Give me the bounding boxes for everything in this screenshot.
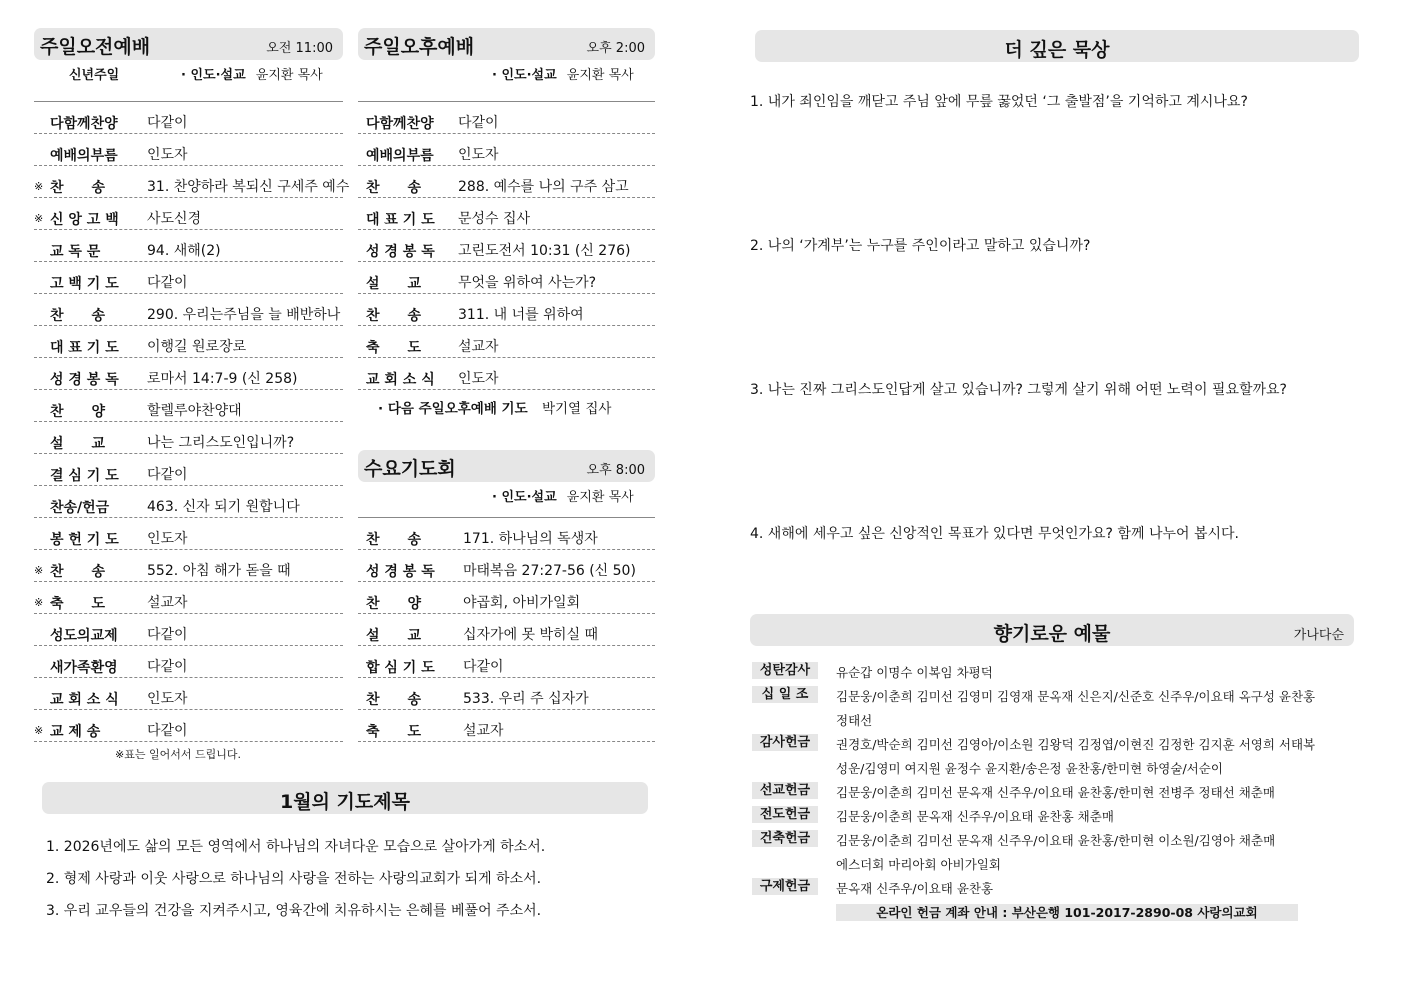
offering-order: 가나다순 xyxy=(1293,628,1344,643)
order-label: 예배의부름 xyxy=(50,148,118,164)
afternoon-time: 오후 2:00 xyxy=(586,41,645,56)
order-value: 이행길 원로장로 xyxy=(147,339,247,355)
morning-leader-name: 윤지환 목사 xyxy=(255,68,323,83)
meditation-question: 2. 나의 ‘가계부’는 누구를 주인이라고 말하고 있습니까? xyxy=(750,238,1091,254)
order-value: 인도자 xyxy=(458,371,499,387)
offering-group xyxy=(752,733,1372,781)
order-row xyxy=(358,710,655,742)
meditation-questions xyxy=(750,0,1370,560)
wednesday-leader xyxy=(492,486,634,505)
standing-mark: ※ xyxy=(34,212,44,225)
order-label: 다함께찬양 xyxy=(50,116,118,132)
order-label: 찬 송 xyxy=(366,532,422,548)
afternoon-leader xyxy=(492,64,634,83)
offering-group xyxy=(752,829,1372,877)
order-label: 축 도 xyxy=(366,724,422,740)
wednesday-order-table xyxy=(358,517,655,742)
order-row xyxy=(358,614,655,646)
order-label: 교 회 소 식 xyxy=(366,372,435,388)
morning-leader xyxy=(181,64,323,83)
meditation-question: 4. 새해에 세우고 싶은 신앙적인 목표가 있다면 무엇인가요? 함께 나누어 봅시다. xyxy=(750,526,1239,542)
order-label: 교 제 송 xyxy=(50,724,101,740)
afternoon-leader-name: 윤지환 목사 xyxy=(566,68,634,83)
order-value: 설교자 xyxy=(458,339,499,355)
order-label: 찬 송 xyxy=(366,308,422,324)
order-row xyxy=(358,582,655,614)
offering-names: 권경호/박순희 김미선 김영아/이소원 김왕덕 김정엽/이현진 김정한 김지훈 서영희 서태복 xyxy=(836,737,1316,752)
order-row xyxy=(358,102,655,134)
order-row xyxy=(358,518,655,550)
order-row xyxy=(34,518,343,550)
order-label: 합 심 기 도 xyxy=(366,660,435,676)
offering-title: 향기로운 예물 xyxy=(993,623,1111,645)
order-value: 552. 아침 해가 돋을 때 xyxy=(147,563,291,579)
order-label: 설 교 xyxy=(50,436,106,452)
prayer-item: 1. 2026년에도 삶의 모든 영역에서 하나님의 자녀다운 모습으로 살아가게 하소서. xyxy=(46,839,546,855)
morning-leader-label: · 인도·설교 xyxy=(181,68,246,83)
order-value: 533. 우리 주 십자가 xyxy=(463,691,589,707)
order-row xyxy=(358,646,655,678)
order-row xyxy=(34,198,343,230)
order-label: 성도의교제 xyxy=(50,628,118,644)
order-value: 할렐루야찬양대 xyxy=(147,403,242,419)
offering-label: 선교헌금 xyxy=(752,782,818,799)
order-row xyxy=(358,198,655,230)
offering-list xyxy=(752,661,1372,901)
order-row xyxy=(358,134,655,166)
order-row xyxy=(34,582,343,614)
order-row xyxy=(34,294,343,326)
offering-header xyxy=(750,614,1354,646)
order-label: 찬 송 xyxy=(50,564,106,580)
order-value: 인도자 xyxy=(458,147,499,163)
order-label: 찬 양 xyxy=(50,404,106,420)
order-value: 인도자 xyxy=(147,531,188,547)
offering-names: 정태선 xyxy=(836,713,873,728)
offering-names: 성운/김영미 여지원 윤정수 윤지환/송은정 윤찬홍/한미현 하영술/서순이 xyxy=(836,761,1223,776)
next-prayer xyxy=(378,397,611,417)
offering-label: 십 일 조 xyxy=(752,686,818,703)
order-label: 다함께찬양 xyxy=(366,116,434,132)
order-label: 교 회 소 식 xyxy=(50,692,119,708)
prayer-item: 2. 형제 사랑과 이웃 사랑으로 하나님의 사랑을 전하는 사랑의교회가 되게 하소서. xyxy=(46,871,542,887)
offering-names: 김문웅/이춘희 김미선 문옥재 신주우/이요태 윤찬홍/한미현 이소원/김영아 채춘매 xyxy=(836,833,1276,848)
offering-label: 건축헌금 xyxy=(752,830,818,847)
order-label: 축 도 xyxy=(50,596,106,612)
order-value: 고린도전서 10:31 (신 276) xyxy=(458,243,631,259)
afternoon-leader-label: · 인도·설교 xyxy=(492,68,557,83)
order-label: 찬 송 xyxy=(50,308,106,324)
order-label: 찬 송 xyxy=(366,692,422,708)
order-label: 교 독 문 xyxy=(50,244,101,260)
order-label: 찬 양 xyxy=(366,596,422,612)
order-row xyxy=(358,230,655,262)
wednesday-leader-name: 윤지환 목사 xyxy=(566,490,634,505)
order-row xyxy=(34,358,343,390)
wednesday-title: 수요기도회 xyxy=(364,458,456,480)
order-row xyxy=(358,678,655,710)
order-value: 171. 하나님의 독생자 xyxy=(463,531,598,547)
afternoon-order-table xyxy=(358,101,655,390)
wednesday-header xyxy=(358,450,655,482)
order-label: 성 경 봉 독 xyxy=(366,244,435,260)
offering-label: 구제헌금 xyxy=(752,878,818,895)
order-label: 찬 송 xyxy=(50,180,106,196)
order-value: 야곱회, 아비가일회 xyxy=(463,595,581,611)
offering-group xyxy=(752,685,1372,733)
order-value: 94. 새해(2) xyxy=(147,243,221,259)
morning-header xyxy=(34,28,343,60)
order-row xyxy=(34,486,343,518)
morning-time: 오전 11:00 xyxy=(266,41,333,56)
order-value: 311. 내 너를 위하여 xyxy=(458,307,584,323)
order-value: 다같이 xyxy=(147,659,188,675)
order-row xyxy=(34,134,343,166)
order-row xyxy=(358,358,655,390)
meditation-question: 1. 내가 죄인임을 깨닫고 주님 앞에 무릎 꿇었던 ‘그 출발점’을 기억하고 계시나요? xyxy=(750,94,1248,110)
order-value: 무엇을 위하여 사는가? xyxy=(458,275,597,291)
standing-mark: ※ xyxy=(34,564,44,577)
order-label: 결 심 기 도 xyxy=(50,468,119,484)
order-row xyxy=(358,550,655,582)
order-value: 다같이 xyxy=(147,467,188,483)
order-value: 다같이 xyxy=(147,723,188,739)
order-value: 다같이 xyxy=(147,275,188,291)
order-value: 문성수 집사 xyxy=(458,211,531,227)
prayer-item: 3. 우리 교우들의 건강을 지켜주시고, 영육간에 치유하시는 은혜를 베풀어 주소서. xyxy=(46,903,542,919)
order-value: 나는 그리스도인입니까? xyxy=(147,435,295,451)
morning-occasion: 신년주일 xyxy=(69,68,120,83)
standing-mark: ※ xyxy=(34,180,44,193)
offering-group xyxy=(752,661,1372,685)
offering-group xyxy=(752,805,1372,829)
order-value: 인도자 xyxy=(147,691,188,707)
order-value: 288. 예수를 나의 구주 삼고 xyxy=(458,179,629,195)
standing-mark: ※ xyxy=(34,596,44,609)
order-value: 다같이 xyxy=(147,115,188,131)
order-row xyxy=(34,326,343,358)
order-value: 로마서 14:7-9 (신 258) xyxy=(147,371,298,387)
wednesday-time: 오후 8:00 xyxy=(586,463,645,478)
meditation-question: 3. 나는 진짜 그리스도인답게 살고 있습니까? 그렇게 살기 위해 어떤 노력이 필요할까요? xyxy=(750,382,1287,398)
order-row xyxy=(34,422,343,454)
order-label: 성 경 봉 독 xyxy=(50,372,119,388)
order-label: 축 도 xyxy=(366,340,422,356)
offering-names: 문옥재 신주우/이요태 윤찬홍 xyxy=(836,881,994,896)
offering-label: 전도헌금 xyxy=(752,806,818,823)
morning-order-table xyxy=(34,101,350,742)
standing-mark: ※ xyxy=(34,724,44,737)
afternoon-header xyxy=(358,28,655,60)
morning-title: 주일오전예배 xyxy=(40,36,151,58)
order-label: 성 경 봉 독 xyxy=(366,564,435,580)
order-row xyxy=(34,550,343,582)
order-row xyxy=(34,678,343,710)
offering-group xyxy=(752,781,1372,805)
order-value: 다같이 xyxy=(147,627,188,643)
order-label: 새가족환영 xyxy=(50,660,118,676)
order-row xyxy=(34,262,343,294)
order-value: 인도자 xyxy=(147,147,188,163)
offering-names: 김문웅/이춘희 김미선 문옥재 신주우/이요태 윤찬홍/한미현 전병주 정태선 채춘매 xyxy=(836,785,1275,800)
order-label: 대 표 기 도 xyxy=(50,340,119,356)
order-row xyxy=(34,710,343,742)
prayer-header xyxy=(42,782,648,814)
order-row xyxy=(34,614,343,646)
order-value: 설교자 xyxy=(463,723,504,739)
order-row xyxy=(34,390,343,422)
order-label: 찬송/헌금 xyxy=(50,500,110,516)
order-row xyxy=(358,294,655,326)
order-row xyxy=(34,166,350,198)
order-row xyxy=(34,102,343,134)
wednesday-leader-label: · 인도·설교 xyxy=(492,490,557,505)
order-row xyxy=(34,230,343,262)
order-value: 사도신경 xyxy=(147,211,202,227)
order-label: 봉 헌 기 도 xyxy=(50,532,119,548)
prayer-title: 1월의 기도제목 xyxy=(280,791,410,813)
offering-names: 유순갑 이명수 이복임 차평덕 xyxy=(836,665,993,680)
standing-note: ※표는 일어서서 드립니다. xyxy=(115,748,241,761)
order-value: 설교자 xyxy=(147,595,188,611)
next-prayer-name: 박기열 집사 xyxy=(541,401,612,417)
order-row xyxy=(358,262,655,294)
order-value: 31. 찬양하라 복되신 구세주 예수 xyxy=(147,179,350,195)
order-label: 설 교 xyxy=(366,628,422,644)
meditation-title: 더 깊은 묵상 xyxy=(1004,39,1110,61)
order-value: 다같이 xyxy=(463,659,504,675)
prayer-list xyxy=(46,836,545,932)
order-label: 고 백 기 도 xyxy=(50,276,119,292)
afternoon-title: 주일오후예배 xyxy=(364,36,475,58)
order-row xyxy=(358,166,655,198)
order-value: 463. 신자 되기 원합니다 xyxy=(147,499,300,515)
offering-names: 에스더회 마리아회 아비가일회 xyxy=(836,857,1001,872)
order-row xyxy=(34,646,343,678)
offering-names: 김문웅/이춘희 문옥재 신주우/이요태 윤찬홍 채춘매 xyxy=(836,809,1114,824)
next-prayer-label: · 다음 주일오후예배 기도 xyxy=(378,401,528,417)
offering-label: 감사헌금 xyxy=(752,734,818,751)
order-label: 신 앙 고 백 xyxy=(50,212,119,228)
order-label: 대 표 기 도 xyxy=(366,212,435,228)
order-label: 설 교 xyxy=(366,276,422,292)
offering-names: 김문웅/이춘희 김미선 김영미 김영재 문옥재 신은지/신준호 신주우/이요태 옥구성 윤찬홍 xyxy=(836,689,1316,704)
order-value: 마태복음 27:27-56 (신 50) xyxy=(463,563,636,579)
offering-label: 성탄감사 xyxy=(752,662,818,679)
order-value: 십자가에 못 박히실 때 xyxy=(463,627,599,643)
account-info: 온라인 헌금 계좌 안내 : 부산은행 101-2017-2890-08 사랑의교회 xyxy=(836,904,1298,921)
offering-group xyxy=(752,877,1372,901)
order-value: 다같이 xyxy=(458,115,499,131)
order-value: 290. 우리는주님을 늘 배반하나 xyxy=(147,307,341,323)
order-label: 찬 송 xyxy=(366,180,422,196)
order-row xyxy=(34,454,343,486)
order-row xyxy=(358,326,655,358)
order-label: 예배의부름 xyxy=(366,148,434,164)
